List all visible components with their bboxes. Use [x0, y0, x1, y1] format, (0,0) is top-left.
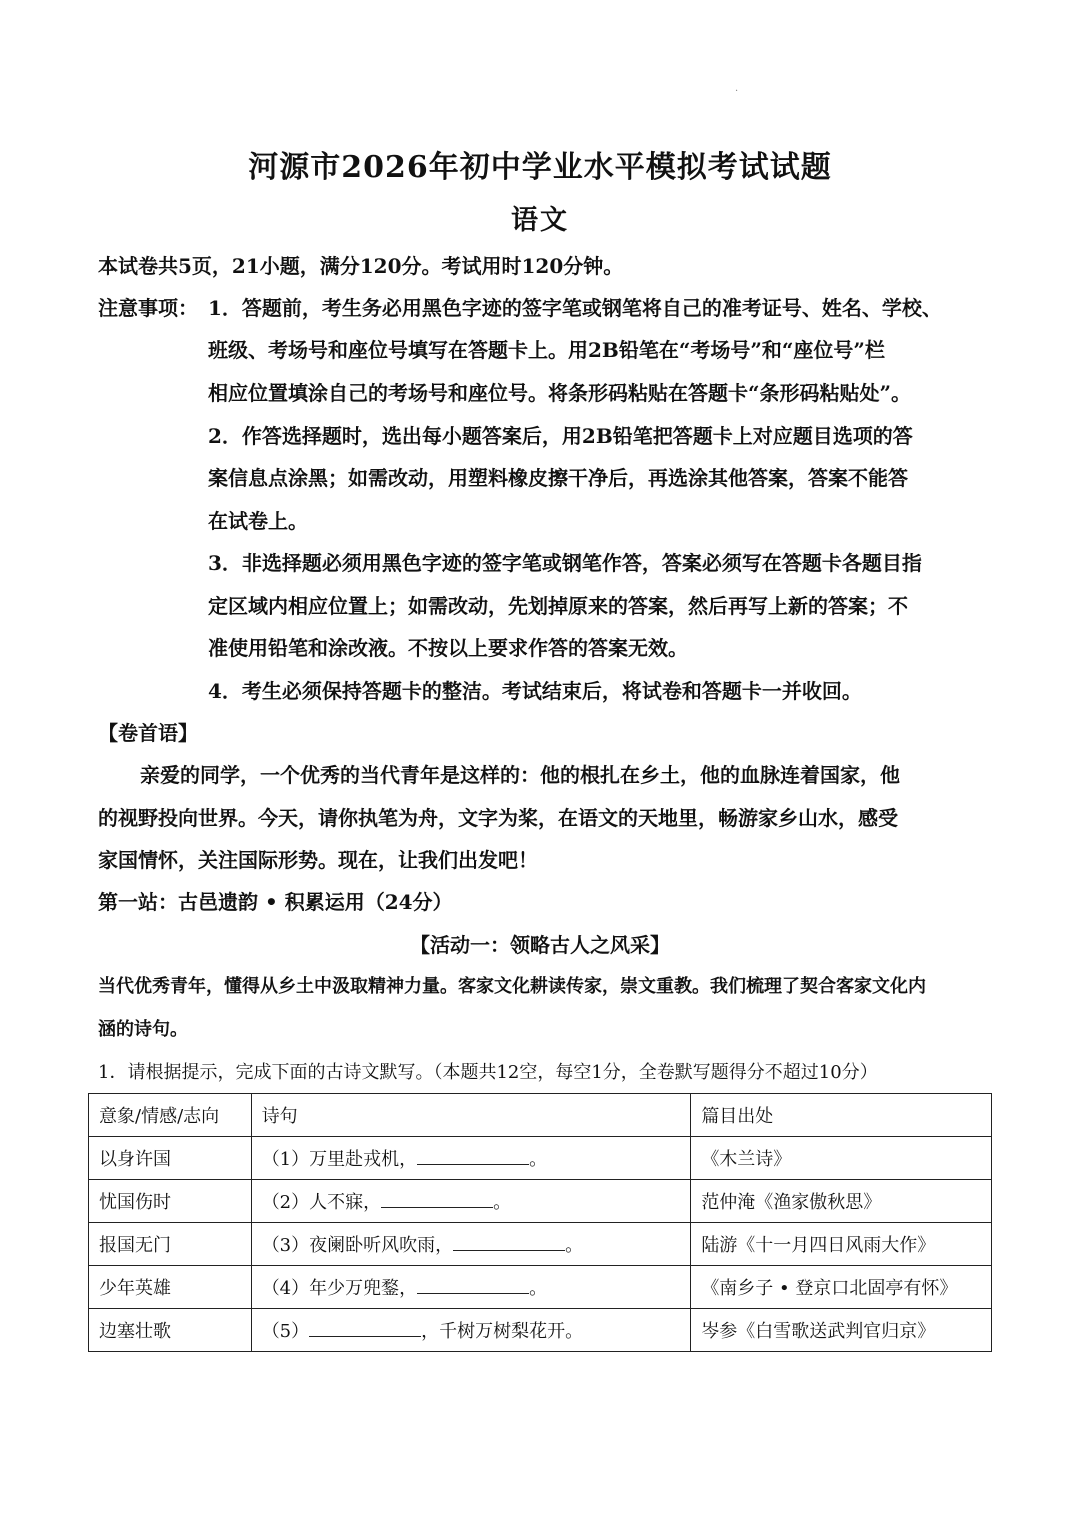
theme-cell: 以身许国 [89, 1137, 252, 1180]
station-heading: 第一站：古邑遗韵 • 积累运用（24分） [98, 890, 453, 914]
verse-post: 。 [565, 1235, 584, 1256]
theme-cell: 少年英雄 [89, 1266, 252, 1309]
notice-line: 案信息点涂黑；如需改动，用塑料橡皮擦干净后，再选涂其他答案，答案不能答 [208, 466, 908, 490]
verse-post: 。 [529, 1278, 548, 1299]
verse-cell [251, 1309, 691, 1352]
source-cell: 范仲淹《渔家傲秋思》 [691, 1180, 992, 1223]
activity-desc: 涵的诗句。 [98, 1019, 188, 1040]
subject-title: 语文 [511, 205, 569, 236]
verse-cell [251, 1266, 691, 1309]
column-header: 意象/情感/志向 [89, 1094, 252, 1137]
table-header-row [89, 1094, 992, 1137]
answer-blank[interactable] [453, 1234, 565, 1251]
verse-cell [251, 1137, 691, 1180]
page-title: 河源市2026年初中学业水平模拟考试试题 [248, 150, 832, 185]
table-row [89, 1137, 992, 1180]
verse-post: 。 [493, 1192, 512, 1213]
theme-cell: 忧国伤时 [89, 1180, 252, 1223]
theme-cell: 报国无门 [89, 1223, 252, 1266]
notice-line: 定区域内相应位置上；如需改动，先划掉原来的答案，然后再写上新的答案；不 [208, 594, 908, 618]
preface-line: 的视野投向世界。今天，请你执笔为舟，文字为桨，在语文的天地里，畅游家乡山水，感受 [98, 806, 898, 830]
table-row [89, 1180, 992, 1223]
notice-line: 相应位置填涂自己的考场号和座位号。将条形码粘贴在答题卡“条形码粘贴处”。 [208, 381, 912, 405]
activity-heading: 【活动一：领略古人之风采】 [410, 933, 670, 957]
notice-line: 在试卷上。 [208, 509, 308, 533]
theme-cell: 边塞壮歌 [89, 1309, 252, 1352]
notice-line: 4．考生必须保持答题卡的整洁。考试结束后，将试卷和答题卡一并收回。 [208, 679, 862, 703]
preface-line: 亲爱的同学，一个优秀的当代青年是这样的：他的根扎在乡土，他的血脉连着国家，他 [140, 763, 900, 787]
exam-intro: 本试卷共5页，21小题，满分120分。考试用时120分钟。 [98, 254, 624, 278]
poem-table [88, 1093, 992, 1352]
verse-post: 。 [529, 1149, 548, 1170]
verse-pre: （4）年少万兜鍪， [261, 1278, 418, 1299]
source-cell: 陆游《十一月四日风雨大作》 [691, 1223, 992, 1266]
verse-cell [251, 1223, 691, 1266]
scan-dot: · [735, 86, 739, 97]
verse-pre: （2）人不寐， [261, 1192, 382, 1213]
table-row [89, 1266, 992, 1309]
source-cell: 岑参《白雪歌送武判官归京》 [691, 1309, 992, 1352]
answer-blank[interactable] [417, 1277, 529, 1294]
verse-post: ，千树万树梨花开。 [421, 1321, 584, 1342]
answer-blank[interactable] [417, 1148, 529, 1165]
source-cell: 《木兰诗》 [691, 1137, 992, 1180]
source-cell: 《南乡子 • 登京口北固亭有怀》 [691, 1266, 992, 1309]
notice-line: 准使用铅笔和涂改液。不按以上要求作答的答案无效。 [208, 636, 688, 660]
column-header: 诗句 [251, 1094, 691, 1137]
notice-line: 3．非选择题必须用黑色字迹的签字笔或钢笔作答，答案必须写在答题卡各题目指 [208, 551, 922, 575]
notice-line: 2．作答选择题时，选出每小题答案后，用2B铅笔把答题卡上对应题目选项的答 [208, 424, 913, 448]
column-header: 篇目出处 [691, 1094, 992, 1137]
notice-line: 1．答题前，考生务必用黑色字迹的签字笔或钢笔将自己的准考证号、姓名、学校、 [208, 296, 942, 320]
answer-blank[interactable] [309, 1320, 421, 1337]
table-row [89, 1309, 992, 1352]
activity-desc: 当代优秀青年，懂得从乡土中汲取精神力量。客家文化耕读传家，崇文重教。我们梳理了契合客家文化内 [98, 976, 926, 997]
answer-blank[interactable] [381, 1191, 493, 1208]
verse-pre: （5） [261, 1321, 310, 1342]
question-1: 1．请根据提示，完成下面的古诗文默写。（本题共12空，每空1分，全卷默写题得分不超过10分） [98, 1062, 878, 1083]
notice-label: 注意事项： [98, 296, 198, 320]
verse-cell [251, 1180, 691, 1223]
verse-pre: （1）万里赴戎机， [261, 1149, 418, 1170]
table-row [89, 1223, 992, 1266]
verse-pre: （3）夜阑卧听风吹雨， [261, 1235, 454, 1256]
preface-line: 家国情怀，关注国际形势。现在，让我们出发吧！ [98, 848, 538, 872]
preface-heading: 【卷首语】 [98, 721, 198, 745]
notice-line: 班级、考场号和座位号填写在答题卡上。用2B铅笔在“考场号”和“座位号”栏 [208, 338, 885, 362]
